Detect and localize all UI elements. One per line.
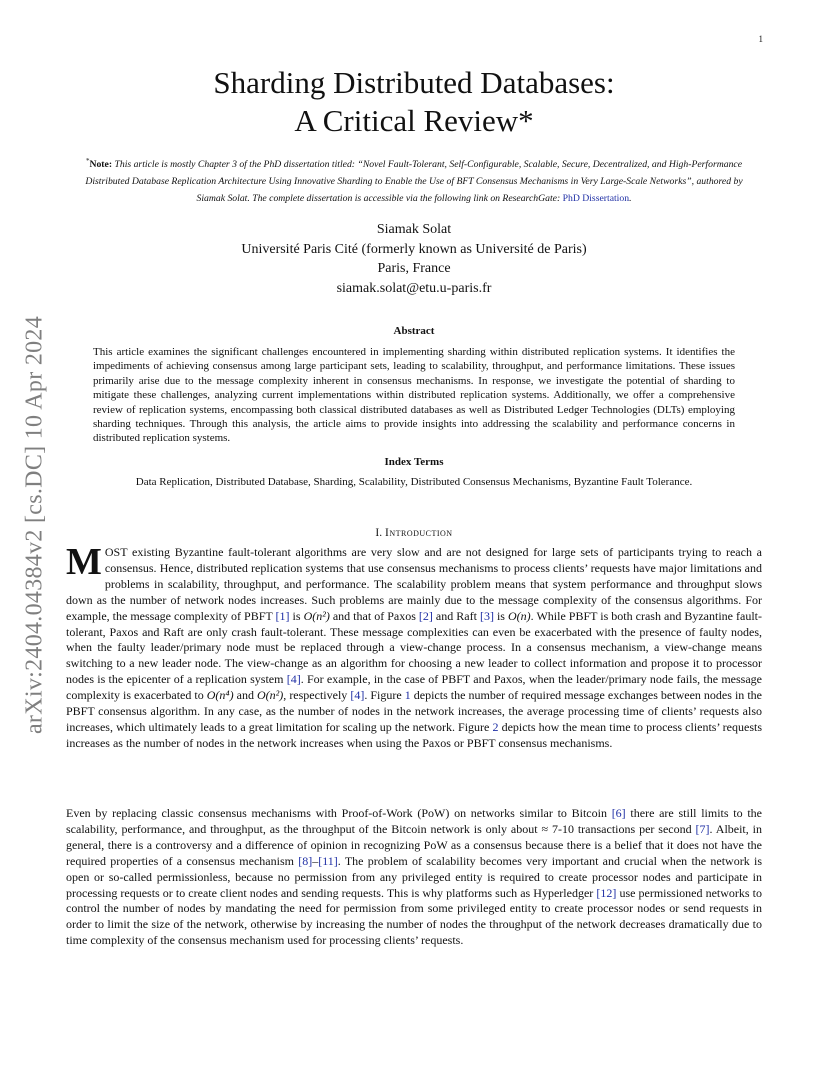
arxiv-identifier: arXiv:2404.04384v2 [cs.DC] 10 Apr 2024: [21, 315, 48, 735]
index-terms-heading: Index Terms: [384, 456, 444, 468]
abstract-text: This article examines the significant challenges encountered in implementing sharding within distributed replication systems. It identifies the impediments of achieving consensus among large participant sets, leading to scalability, throughput, and performance limitations. These issues primarily arise due to the message complexity inherent in consensus mechanisms. In response, we investigate the potential of sharding to mitigate these challenges, analyzing current implementations within distributed replication systems. Additionally, we offer a comprehensive review of replication systems, encompassing both classical distributed databases as well as Distributed Ledger Technologies (DLTs) employing sharding techniques. Through this analysis, the article aims to provide insights into addressing the scalability and performance concerns in distributed replication systems.: [93, 346, 735, 445]
figure-link[interactable]: 1: [404, 688, 411, 703]
author-name: Siamak Solat: [376, 222, 452, 237]
citation-link[interactable]: [8]: [298, 853, 313, 868]
math-expression: O(n²): [303, 608, 330, 623]
author-block: [0, 220, 828, 298]
math-expression: O(n⁴): [206, 688, 234, 703]
figure-link[interactable]: 2: [492, 719, 499, 734]
section-heading: [0, 527, 828, 539]
citation-link[interactable]: [7]: [695, 821, 710, 836]
abstract-heading: Abstract: [393, 325, 435, 337]
intro-paragraph-1: MOST existing Byzantine fault-tolerant algorithms are very slow and are not designed for large sets of participants trying to reach a consensus. Hence, distributed replication systems that use consensus mechanisms to process clients’ requests have major limitations and problems in scalability, throughput, and performance. The scalability problem means that system performance and throughput slows down as the number of network nodes increases. Such problems are mainly due to the message complexity of the consensus algorithms. For example, the message complexity of PBFT [1] is O(n²) and that of Paxos [2] and Raft [3] is O(n). While PBFT is both crash and Byzantine fault-tolerant, Paxos and Raft are only crash fault-tolerant. These message complexities can even be exacerbated with the presence of faulty nodes, when the faulty leader/primary node must be replaced through a view-change process. In a consensus mechanism, a view-change means switching to a new leader node. The view-change as an algorithm for choosing a new leader to collect information and propose it to processor nodes is the epicenter of a replication system [4]. For example, in the case of PBFT and Paxos, when the leader/primary node fails, the message complexity is exacerbated to O(n⁴) and O(n²), respectively [4]. Figure 1 depicts the number of required message exchanges between nodes in the PBFT consensus algorithm. In any case, as the number of nodes in the network increases, the average processing time of clients’ requests also increases, which ultimately leads to a great limitation for scaling up the network. Figure 2 depicts how the mean time to process clients’ requests increases as the number of nodes in the network increases when using the Paxos or PBFT consensus mechanisms.: [66, 541, 762, 750]
title-line-1: Sharding Distributed Databases:: [213, 65, 615, 100]
footnote-marker: *: [85, 156, 90, 165]
note-text: This article is mostly Chapter 3 of the PhD dissertation titled: “Novel Fault-Tolerant, Self-Configurable, Scalable, Secure, Decentralized, and High-Performance Distributed Database Replication Architecture Using Innovative Sharding to Enable the Use of BFT Consensus Mechanisms in Very Large-Scale Networks”, authored by Siamak Solat. The complete dissertation is accessible via the following link on ResearchGate:: [85, 159, 743, 204]
section-number: I.: [375, 527, 383, 539]
citation-link[interactable]: [6]: [611, 806, 626, 820]
paper-title: [0, 64, 828, 140]
drop-cap: M: [66, 541, 102, 583]
author-email: siamak.solat@etu.u-paris.fr: [336, 280, 492, 296]
citation-link[interactable]: [12]: [596, 885, 617, 900]
author-location: Paris, France: [377, 261, 451, 276]
citation-link[interactable]: [4]: [286, 672, 301, 687]
author-affiliation: Université Paris Cité (formerly known as Université de Paris): [241, 241, 587, 257]
section-title: Introduction: [384, 527, 453, 539]
title-footnote: *Note: This article is mostly Chapter 3 of the PhD dissertation titled: “Novel Fault-Tolerant, Self-Configurable, Scalable, Secure, Decentralized, and High-Performance Distributed Database Replication Architecture Using Innovative Sharding to Enable the Use of BFT Consensus Mechanisms in Very Large-Scale Networks”, authored by Siamak Solat. The complete dissertation is accessible via the following link on ResearchGate: PhD Dissertation.: [85, 156, 743, 204]
index-terms-text: Data Replication, Distributed Database, Sharding, Scalability, Distributed Consensus Mechanisms, Byzantine Fault Tolerance.: [135, 476, 693, 488]
citation-link[interactable]: [11]: [318, 853, 338, 868]
citation-link[interactable]: [2]: [418, 608, 433, 623]
citation-link[interactable]: [1]: [275, 608, 290, 623]
title-line-2: A Critical Review*: [294, 103, 534, 138]
note-label: Note:: [89, 159, 113, 170]
citation-link[interactable]: [4]: [350, 688, 365, 703]
arxiv-sidebar: [20, 290, 50, 760]
math-expression: O(n): [508, 608, 531, 623]
dissertation-link[interactable]: PhD Dissertation: [562, 193, 630, 204]
math-expression: O(n²): [257, 688, 284, 703]
citation-link[interactable]: [3]: [479, 608, 494, 623]
intro-paragraph-2: Even by replacing classic consensus mechanisms with Proof-of-Work (PoW) on networks similar to Bitcoin [6] there are still limits to the scalability, performance, and throughput, as the throughput of the Bitcoin network is only about ≈ 7-10 transactions per second [7]. Albeit, in general, there is a controversy and a difference of opinion in recognizing PoW as a consensus because there is a belief that it does not have the required properties of a consensus mechanism [8]–[11]. The problem of scalability becomes very important and crucial when the network is open or so-called permissionless, because no permission from any privileged entity is required to create processor nodes and participate in processing requests or to create client nodes and sending requests. This is why platforms such as Hyperledger [12] use permissioned networks to control the number of nodes by mandating the need for permission from some privileged entity to create processor nodes or send requests in order to limit the size of the network, otherwise by increasing the number of nodes the throughput of the network decreases dramatically due to time complexity of the consensus mechanism used for processing clients’ requests.: [66, 806, 763, 948]
page-number: 1: [758, 34, 763, 44]
